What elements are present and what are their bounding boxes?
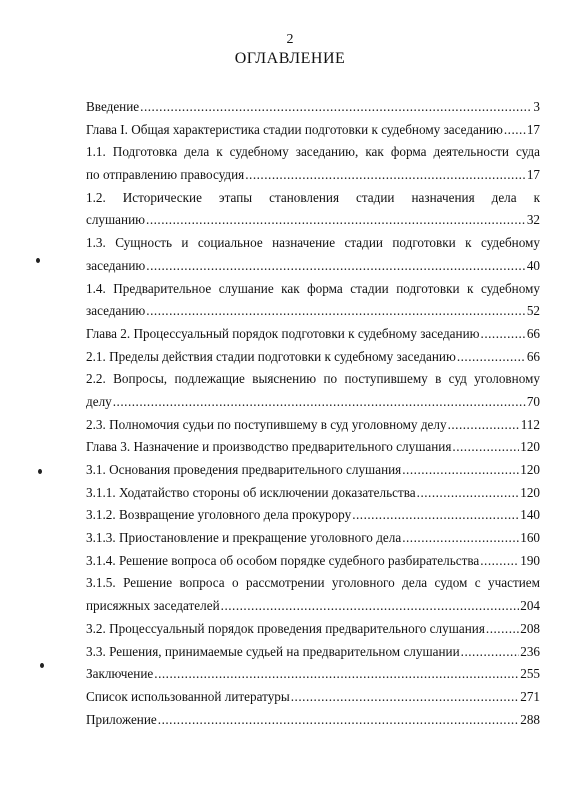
toc-entry-page: 288 — [520, 711, 540, 727]
toc-entry-page: 160 — [520, 530, 540, 546]
toc-leader-dots — [140, 96, 532, 119]
toc-leader-dots — [402, 527, 519, 550]
toc-leader-dots — [154, 663, 519, 686]
toc-entry-line: 3.1.5. Решение вопроса о рассмотрении уголовного дела судом с участием — [86, 575, 540, 591]
scan-speck — [36, 258, 40, 263]
toc-entry-page: 120 — [520, 462, 540, 477]
toc-entry-page: 17 — [526, 167, 540, 183]
toc-leader-dots — [146, 255, 526, 278]
toc-entry — [86, 595, 540, 618]
toc-entry-title: Приложение — [86, 711, 157, 727]
toc-leader-dots — [352, 504, 519, 527]
toc-entry-page: 236 — [520, 643, 540, 659]
toc-entry-title: 3.1.3. Приостановление и прекращение уголовного дела — [86, 530, 402, 546]
scan-speck — [40, 663, 44, 668]
toc-entry-title: присяжных заседателей — [86, 598, 220, 614]
toc-entry — [86, 618, 540, 641]
toc-entry — [86, 255, 540, 278]
toc-entry-title: Список использованной литературы — [86, 688, 290, 704]
toc-entry-title: Глава 3. Назначение и производство предварительного слушания — [86, 439, 452, 455]
toc-entry-title: заседанию — [86, 303, 146, 319]
toc-entry-page: 271 — [520, 688, 540, 704]
toc-entry-page: 32 — [526, 212, 540, 228]
toc-entry-title: заседанию — [86, 257, 146, 273]
toc-entry-page: 40 — [526, 257, 540, 273]
table-of-contents — [86, 96, 540, 731]
toc-entry-title: слушанию — [86, 212, 146, 228]
toc-entry-line: 1.4. Предварительное слушание как форма стадии подготовки к судебному — [86, 280, 540, 296]
toc-leader-dots — [146, 209, 526, 232]
page-number: 2 — [286, 32, 294, 47]
toc-entry — [86, 504, 540, 527]
toc-entry-page: 70 — [526, 393, 540, 409]
toc-entry — [86, 414, 540, 437]
toc-entry-title: 3.1.4. Решение вопроса об особом порядке судебного разбирательства — [86, 552, 480, 568]
toc-entry — [86, 527, 540, 550]
toc-entry-line: 1.3. Сущность и социальное назначение стадии подготовки к судебному — [86, 235, 540, 251]
toc-entry-title: Глава I. Общая характеристика стадии подготовки к судебному заседанию — [86, 121, 503, 137]
toc-entry-page: 52 — [526, 303, 540, 319]
toc-entry-page: 140 — [520, 507, 540, 523]
toc-entry — [86, 391, 540, 414]
toc-entry-page: 255 — [520, 666, 540, 682]
toc-entry — [86, 663, 540, 686]
toc-leader-dots — [504, 119, 526, 142]
scan-speck — [38, 469, 42, 474]
toc-entry — [86, 164, 540, 187]
toc-entry-title: Введение — [86, 99, 140, 114]
toc-entry — [86, 482, 540, 505]
toc-leader-dots — [146, 300, 526, 323]
toc-entry — [86, 323, 540, 346]
toc-entry-page: 112 — [520, 416, 540, 432]
toc-entry-title: 3.1. Основания проведения предварительного слушания — [86, 462, 402, 477]
toc-leader-dots — [245, 164, 526, 187]
toc-entry — [86, 96, 540, 119]
toc-entry-page: 66 — [526, 325, 540, 341]
toc-entry-title: 2.3. Полномочия судьи по поступившему в суд уголовному делу — [86, 416, 447, 432]
toc-entry-line: 1.1. Подготовка дела к судебному заседанию, как форма деятельности суда — [86, 144, 540, 160]
toc-entry-page: 3 — [533, 99, 540, 114]
toc-leader-dots — [481, 323, 526, 346]
toc-entry-page: 208 — [520, 620, 540, 636]
toc-entry-line: 2.2. Вопросы, подлежащие выяснению по поступившему в суд уголовному — [86, 371, 540, 387]
toc-entry-line: 1.2. Исторические этапы становления стадии назначения дела к — [86, 189, 540, 205]
toc-leader-dots — [448, 414, 520, 437]
toc-entry-title: Заключение — [86, 666, 154, 682]
toc-entry-title: 3.1.2. Возвращение уголовного дела прокурору — [86, 507, 352, 523]
toc-entry-page: 66 — [526, 348, 540, 364]
toc-entry-page: 190 — [520, 552, 540, 568]
toc-entry — [86, 641, 540, 664]
toc-entry — [86, 686, 540, 709]
toc-entry-title: по отправлению правосудия — [86, 167, 245, 183]
toc-entry — [86, 709, 540, 732]
toc-leader-dots — [461, 641, 520, 664]
toc-entry-page: 120 — [520, 439, 540, 455]
toc-entry — [86, 300, 540, 323]
toc-leader-dots — [457, 346, 526, 369]
toc-entry-title: Глава 2. Процессуальный порядок подготовки к судебному заседанию — [86, 325, 480, 341]
toc-entry-title: 3.1.1. Ходатайство стороны об исключении доказательства — [86, 484, 416, 500]
toc-leader-dots — [480, 550, 519, 573]
toc-entry — [86, 459, 540, 482]
toc-entry — [86, 119, 540, 142]
toc-leader-dots — [452, 436, 519, 459]
toc-entry — [86, 346, 540, 369]
toc-entry — [86, 550, 540, 573]
toc-entry-page: 120 — [520, 484, 540, 500]
toc-leader-dots — [221, 595, 520, 618]
toc-entry — [86, 209, 540, 232]
toc-leader-dots — [417, 482, 520, 505]
toc-entry-title: 3.2. Процессуальный порядок проведения предварительного слушания — [86, 620, 485, 636]
toc-entry — [86, 436, 540, 459]
toc-entry-page: 204 — [520, 598, 540, 614]
toc-leader-dots — [291, 686, 519, 709]
toc-entry-title: 3.3. Решения, принимаемые судьей на предварительном слушании — [86, 643, 460, 659]
toc-entry-title: делу — [86, 393, 112, 409]
toc-leader-dots — [402, 459, 519, 482]
toc-entry-title: 2.1. Пределы действия стадии подготовки к судебному заседанию — [86, 348, 456, 364]
toc-leader-dots — [113, 391, 526, 414]
toc-entry-page: 17 — [526, 121, 540, 137]
toc-leader-dots — [158, 709, 519, 732]
toc-leader-dots — [486, 618, 519, 641]
page-title: ОГЛАВЛЕНИЕ — [234, 50, 346, 67]
